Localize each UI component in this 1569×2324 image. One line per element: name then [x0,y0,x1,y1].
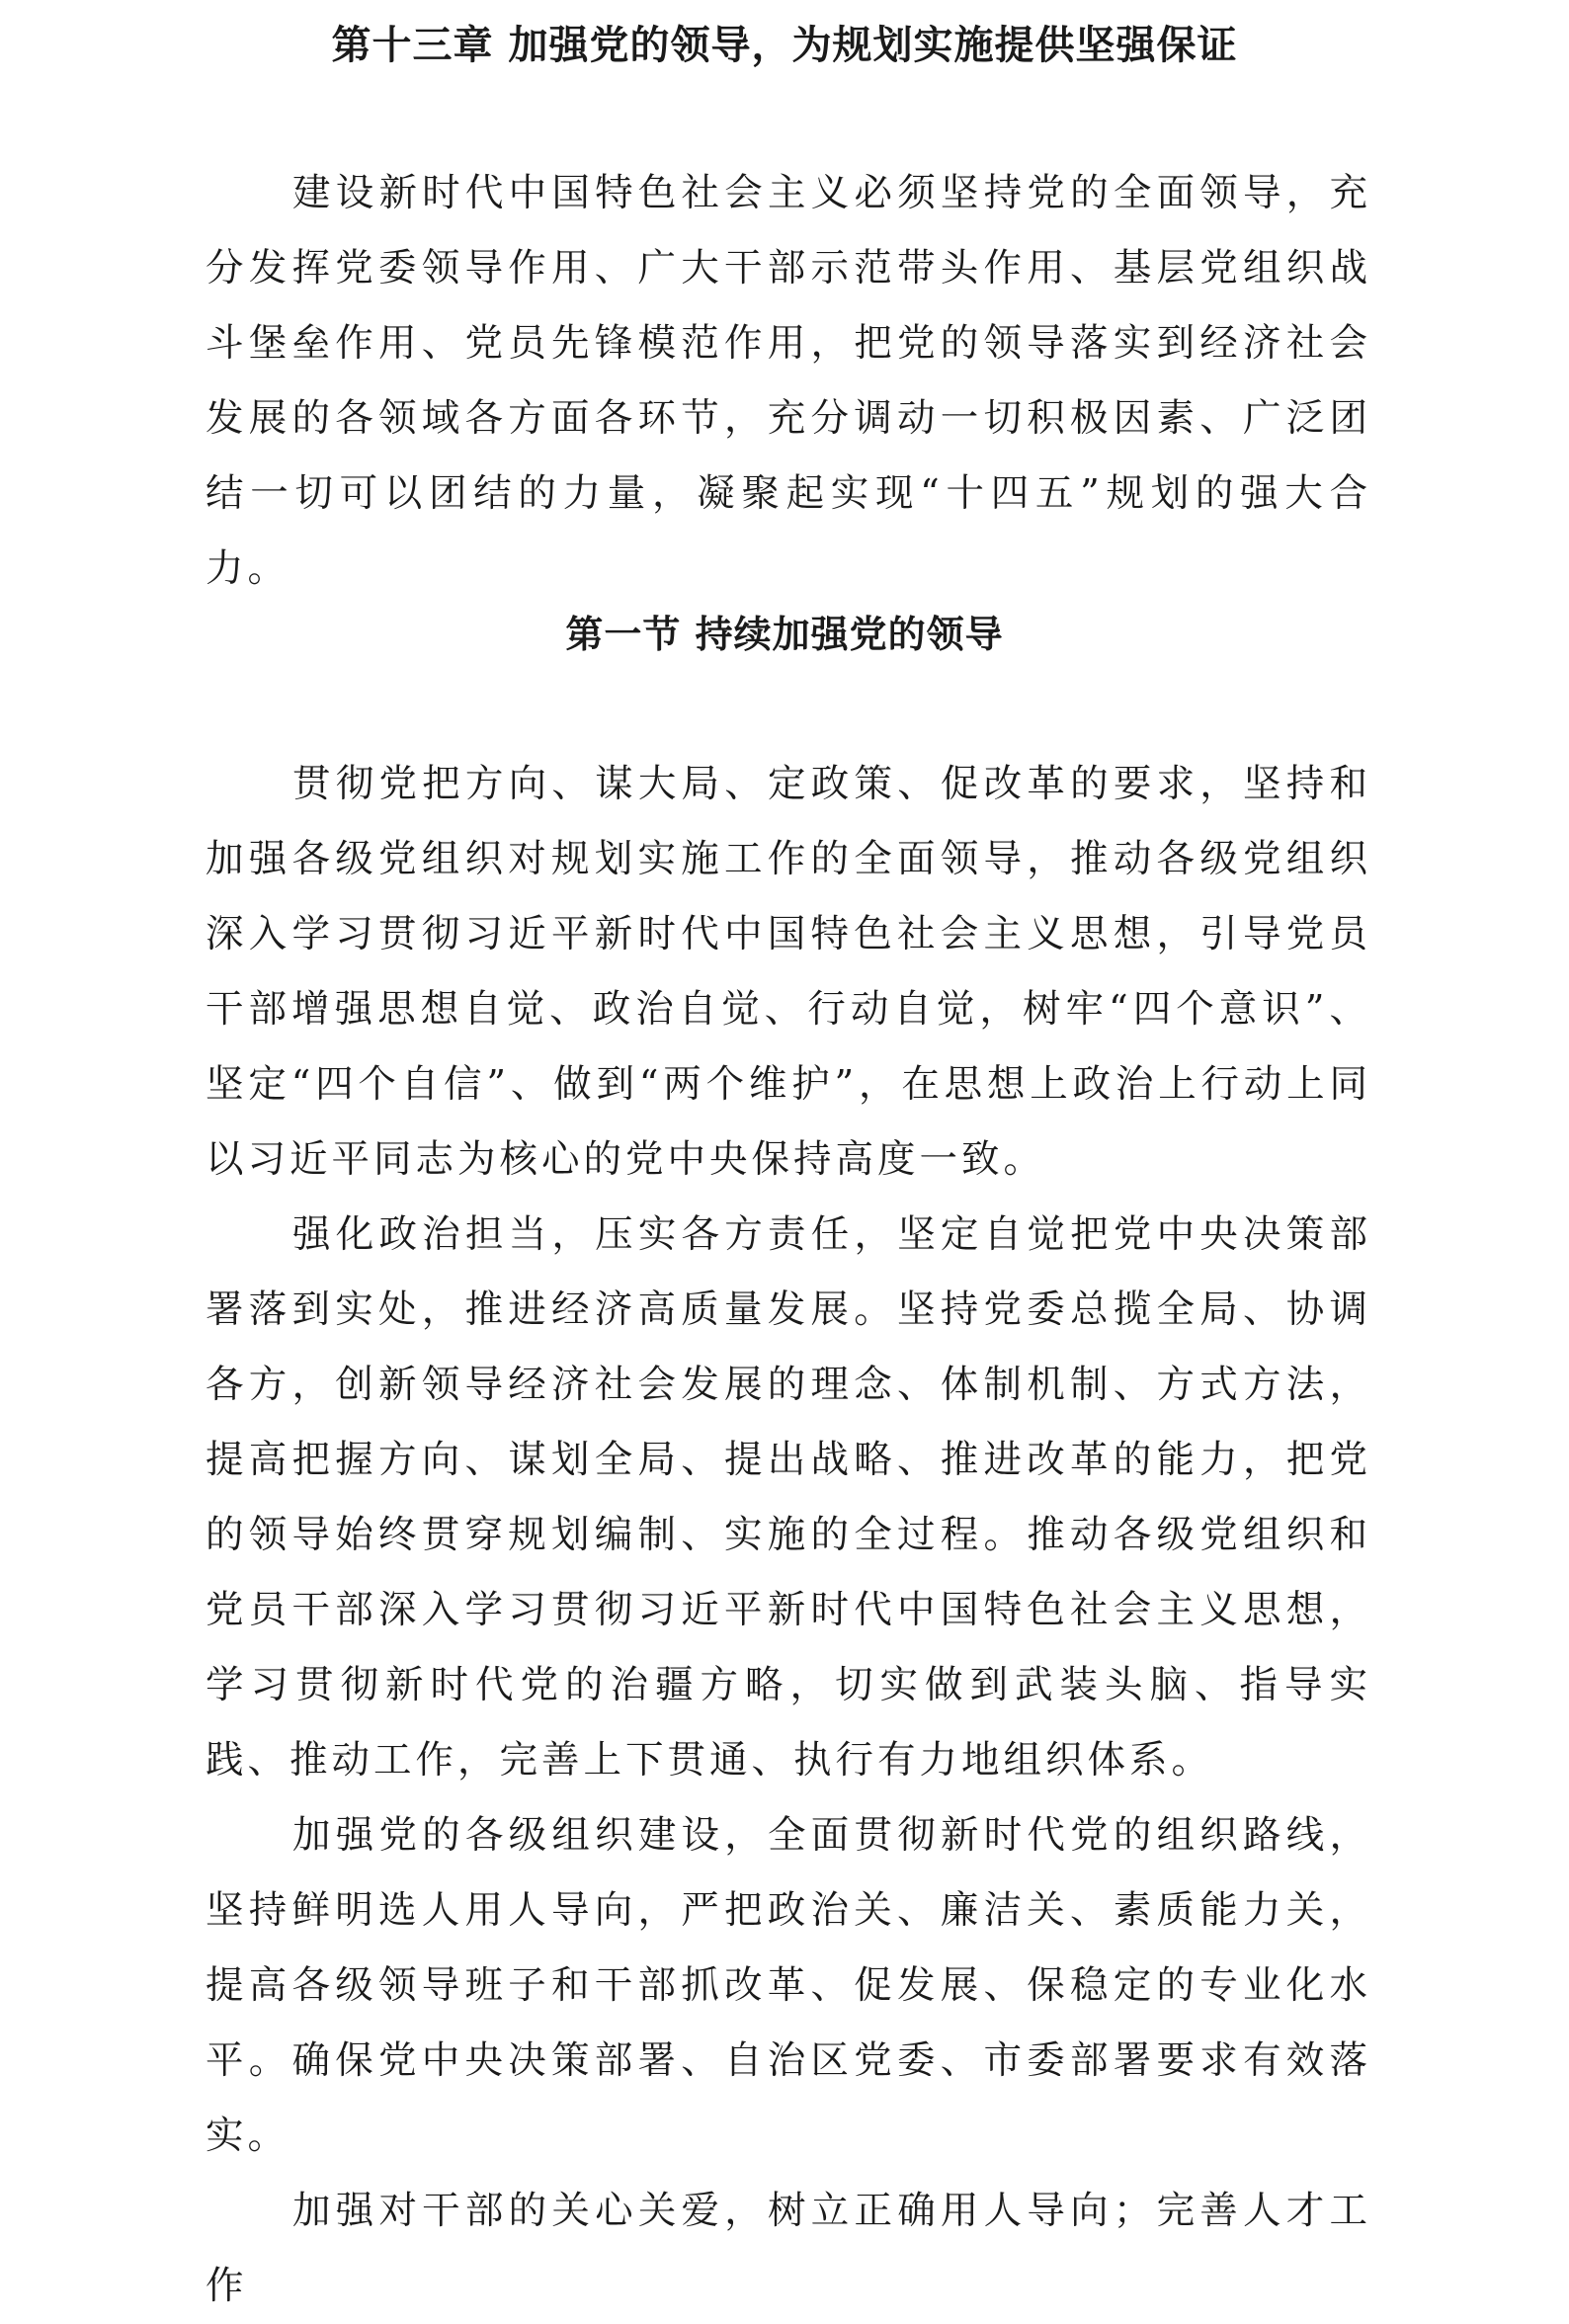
paragraph: 加强党的各级组织建设，全面贯彻新时代党的组织路线，坚持鲜明选人用人导向，严把政治关、廉洁关、素质能力关，提高各级领导班子和干部抓改革、促发展、保稳定的专业化水平。确保党中央决策部署、自治区党委、市委部署要求有效落实。 [206,1813,1371,2158]
chapter-title: 第十三章 加强党的领导，为规划实施提供坚强保证 [331,23,1238,68]
intro-body [206,156,1371,607]
paragraph: 加强对干部的关心关爱，树立正确用人导向；完善人才工作 [206,2189,1371,2308]
section-title: 第一节 持续加强党的领导 [565,613,1004,656]
paragraph: 强化政治担当，压实各方责任，坚定自觉把党中央决策部署落到实处，推进经济高质量发展。坚持党委总揽全局、协调各方，创新领导经济社会发展的理念、体制机制、方式方法，提高把握方向、谋划全局、提出战略、推进改革的能力，把党的领导始终贯穿规划编制、实施的全过程。推动各级党组织和党员干部深入学习贯彻习近平新时代中国特色社会主义思想，学习贯彻新时代党的治疆方略，切实做到武装头脑、指导实践、推动工作，完善上下贯通、执行有力地组织体系。 [206,1212,1371,1783]
paragraph: 建设新时代中国特色社会主义必须坚持党的全面领导，充分发挥党委领导作用、广大干部示范带头作用、基层党组织战斗堡垒作用、党员先锋模范作用，把党的领导落实到经济社会发展的各领域各方面各环节，充分调动一切积极因素、广泛团结一切可以团结的力量，凝聚起实现“十四五”规划的强大合力。 [206,171,1371,591]
section-body [206,747,1371,2324]
paragraph: 贯彻党把方向、谋大局、定政策、促改革的要求，坚持和加强各级党组织对规划实施工作的全面领导，推动各级党组织深入学习贯彻习近平新时代中国特色社会主义思想，引导党员干部增强思想自觉、政治自觉、行动自觉，树牢“四个意识”、坚定“四个自信”、做到“两个维护”，在思想上政治上行动上同以习近平同志为核心的党中央保持高度一致。 [206,762,1371,1182]
